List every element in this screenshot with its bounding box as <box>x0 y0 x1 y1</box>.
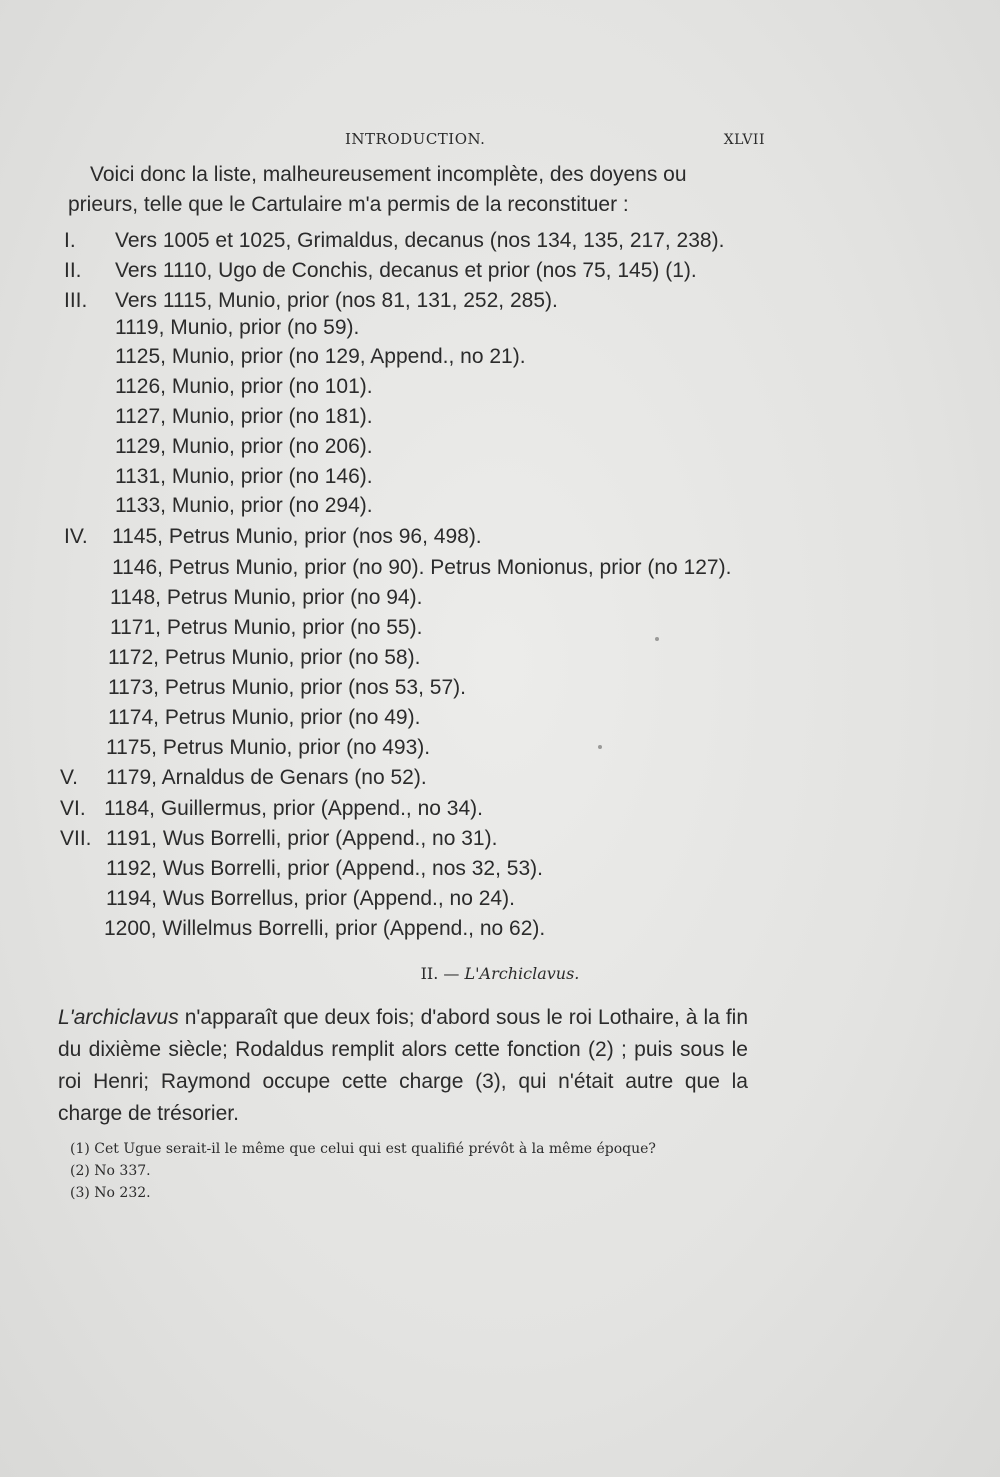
list-item <box>0 824 1000 854</box>
list-item <box>0 854 1000 884</box>
intro-paragraph <box>68 160 768 220</box>
footnotes <box>70 1138 750 1204</box>
list-item <box>0 884 1000 914</box>
list-item <box>0 342 1000 372</box>
list-text: 1173, Petrus Munio, prior (nos 53, 57). <box>108 676 466 699</box>
list-text: 1145, Petrus Munio, prior (nos 96, 498). <box>112 525 482 548</box>
header-title: INTRODUCTION. <box>345 130 486 148</box>
intro-line: prieurs, telle que le Cartulaire m'a permis de la reconstituer : <box>68 193 629 216</box>
list-item <box>0 402 1000 432</box>
list-item <box>0 372 1000 402</box>
list-text: 1133, Munio, prior (no 294). <box>115 494 373 517</box>
list-item <box>0 313 1000 343</box>
list-text: 1131, Munio, prior (no 146). <box>115 465 373 488</box>
section-heading <box>0 963 1000 985</box>
list-item <box>0 794 1000 824</box>
intro-line: Voici donc la liste, malheureusement incomplète, des doyens ou <box>90 163 687 186</box>
archiclavus-paragraph <box>58 1002 748 1130</box>
section-number: II. — <box>420 964 460 983</box>
list-text: 1174, Petrus Munio, prior (no 49). <box>108 706 421 729</box>
paragraph-term: L'archiclavus <box>58 1006 179 1029</box>
list-text: 1146, Petrus Munio, prior (no 90). Petrus Monionus, prior (no 127). <box>112 556 732 579</box>
list-text: 1200, Willelmus Borrelli, prior (Append., no 62). <box>104 917 546 940</box>
list-item <box>0 491 1000 521</box>
list-text: 1194, Wus Borrellus, prior (Append., no 24). <box>106 887 515 910</box>
paragraph-text: n'apparaît que deux fois; d'abord sous le roi Lothaire, à la fin du dixième siècle; Rodaldus remplit alors cette fonction (2) ; puis sous le roi Henri; Raymond occupe cette charge (3), qui n'était autre que la charge de trésorier. <box>58 1006 748 1125</box>
footnote: (3) No 232. <box>70 1185 151 1201</box>
list-roman-numeral: V. <box>60 766 78 789</box>
paper-speck <box>598 745 602 749</box>
list-text: 1119, Munio, prior (no 59). <box>115 316 360 339</box>
list-item <box>0 462 1000 492</box>
footnote: (1) Cet Ugue serait-il le même que celui qui est qualifié prévôt à la même époque? <box>70 1141 656 1157</box>
list-text: Vers 1005 et 1025, Grimaldus, decanus (nos 134, 135, 217, 238). <box>115 229 725 252</box>
list-roman-numeral: III. <box>64 289 88 312</box>
list-text: 1129, Munio, prior (no 206). <box>115 435 373 458</box>
list-text: 1171, Petrus Munio, prior (no 55). <box>110 616 423 639</box>
list-text: 1191, Wus Borrelli, prior (Append., no 31). <box>106 827 498 850</box>
list-text: 1172, Petrus Munio, prior (no 58). <box>108 646 421 669</box>
list-roman-numeral: VII. <box>60 827 92 850</box>
list-item <box>0 763 1000 793</box>
list-item <box>0 703 1000 733</box>
paper-speck <box>655 637 659 641</box>
list-text: 1125, Munio, prior (no 129, Append., no 21). <box>115 345 526 368</box>
list-roman-numeral: IV. <box>64 525 88 548</box>
list-text: 1192, Wus Borrelli, prior (Append., nos 32, 53). <box>106 857 543 880</box>
page-number: XLVII <box>723 132 765 148</box>
list-text: 1127, Munio, prior (no 181). <box>115 405 373 428</box>
list-item <box>0 553 1000 583</box>
footnote: (2) No 337. <box>70 1163 151 1179</box>
list-item <box>0 613 1000 643</box>
list-roman-numeral: VI. <box>60 797 86 820</box>
list-text: 1184, Guillermus, prior (Append., no 34). <box>104 797 483 820</box>
list-roman-numeral: I. <box>64 229 76 252</box>
list-roman-numeral: II. <box>64 259 82 282</box>
list-item <box>0 673 1000 703</box>
list-item <box>0 733 1000 763</box>
list-item <box>0 583 1000 613</box>
list-text: 1179, Arnaldus de Genars (no 52). <box>106 766 427 789</box>
list-text: 1126, Munio, prior (no 101). <box>115 375 373 398</box>
list-item <box>0 286 1000 316</box>
section-title-text: L'Archiclavus. <box>464 964 580 983</box>
list-text: Vers 1110, Ugo de Conchis, decanus et prior (nos 75, 145) (1). <box>115 259 697 282</box>
list-item <box>0 226 1000 256</box>
list-text: Vers 1115, Munio, prior (nos 81, 131, 252, 285). <box>115 289 558 312</box>
list-item <box>0 914 1000 944</box>
list-text: 1148, Petrus Munio, prior (no 94). <box>110 586 423 609</box>
list-item <box>0 432 1000 462</box>
list-item <box>0 256 1000 286</box>
list-item <box>0 643 1000 673</box>
list-item <box>0 522 1000 552</box>
list-text: 1175, Petrus Munio, prior (no 493). <box>106 736 431 759</box>
